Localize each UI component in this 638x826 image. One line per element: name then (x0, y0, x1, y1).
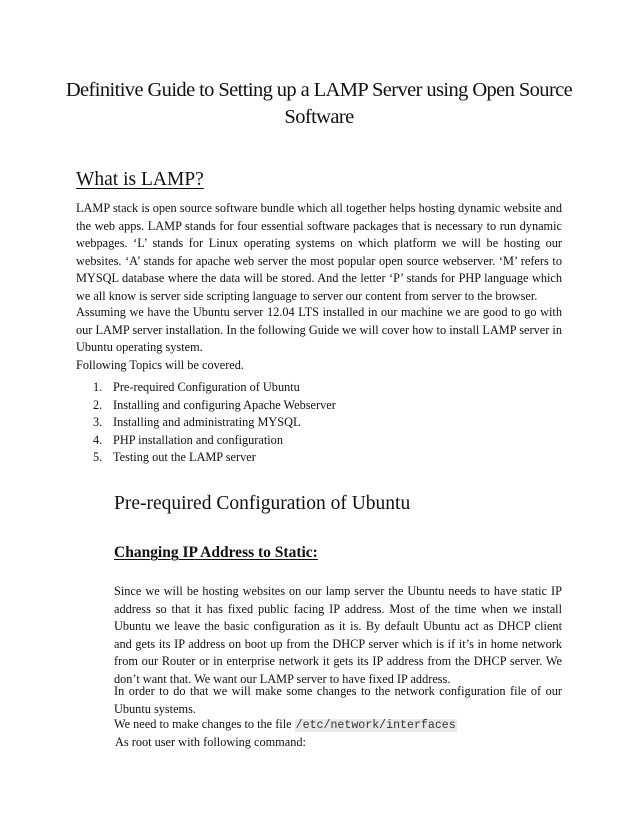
list-item-text: Testing out the LAMP server (113, 450, 256, 465)
list-item-number: 3. (93, 415, 103, 430)
list-item-text: Installing and configuring Apache Webserver (113, 397, 336, 412)
list-item-number: 5. (93, 450, 103, 465)
interfaces-file-line-text: We need to make changes to the file (114, 717, 295, 731)
document-title: Definitive Guide to Setting up a LAMP Server using Open Source Software (65, 79, 573, 128)
section-heading-prerequired-configuration: Pre-required Configuration of Ubuntu (114, 493, 411, 514)
list-item-text: Pre-required Configuration of Ubuntu (113, 380, 300, 394)
list-item (76, 449, 562, 467)
root-user-command-line: As root user with following command: (115, 735, 306, 749)
interfaces-file-path-code: /etc/network/interfaces (295, 719, 456, 732)
interfaces-file-line (114, 716, 574, 735)
list-item-text: PHP installation and configuration (113, 432, 283, 447)
network-config-paragraph: In order to do that we will make some changes to the network configuration file of our Ubuntu systems. (114, 684, 562, 716)
list-item-number: 2. (93, 397, 103, 412)
list-item-number: 4. (93, 432, 103, 447)
topics-list (76, 379, 562, 467)
list-item-text: Installing and administrating MYSQL (113, 415, 301, 430)
topics-intro-paragraph: Following Topics will be covered. (76, 358, 244, 372)
list-item (76, 379, 562, 397)
list-item (76, 414, 562, 432)
ubuntu-assumption-paragraph: Assuming we have the Ubuntu server 12.04 LTS installed in our machine we are good to go with our LAMP server installation. In the following Guide we will cover how to install LAMP server in Ubuntu operating system. (76, 305, 562, 355)
section-heading-what-is-lamp: What is LAMP? (76, 169, 204, 190)
lamp-intro-paragraph: LAMP stack is open source software bundle which all together helps hosting dynamic website and the web apps. LAMP stands for four essential software packages that is necessary to run dynamic webpages. ‘L’ stands for Linux operating systems on which platform we will be hosting our websites. ‘A’ stands for apache web server the most popular open source webserver. ‘M’ refers to MYSQL database where the data will be stored. And the letter ‘P’ stands for PHP language which we all know is server side scripting language to server our content from server to the browser. (76, 201, 562, 303)
list-item (76, 432, 562, 450)
list-item (76, 397, 562, 415)
static-ip-paragraph: Since we will be hosting websites on our lamp server the Ubuntu needs to have static IP address so that it has fixed public facing IP address. Most of the time when we install Ubuntu we leave the basic configuration as it is. By default Ubuntu act as DHCP client and gets its IP address on boot up from the DHCP server which is if it’s in home network from our Router or in enterprise network it gets its IP address from the DHCP server. We don’t want that. We want our LAMP server to have fixed IP address. (114, 584, 562, 686)
subheading-changing-ip-address: Changing IP Address to Static: (114, 544, 318, 561)
list-item-number: 1. (93, 380, 103, 394)
